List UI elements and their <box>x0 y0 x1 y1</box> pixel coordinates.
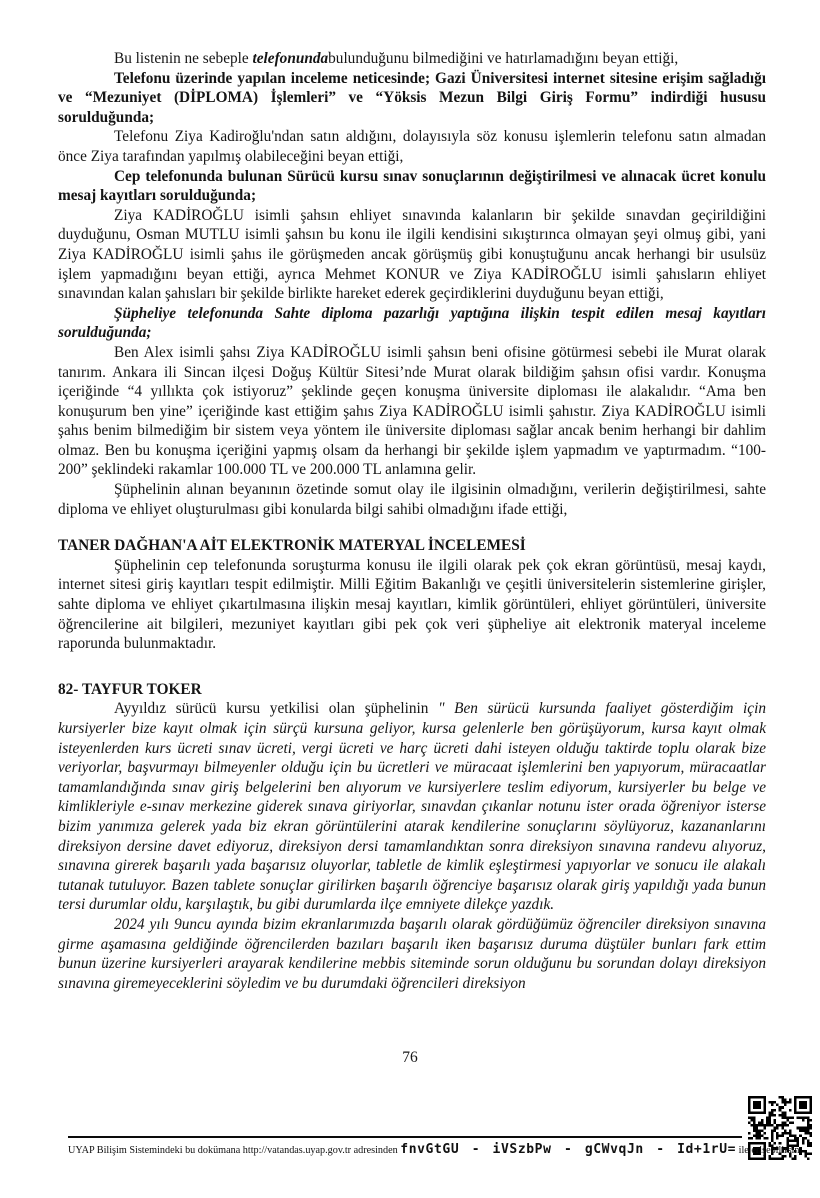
page-number: 76 <box>402 1049 418 1066</box>
para-liste-beyan: Bu listenin ne sebeple telefonundabulunduğunu bilmediğini ve hatırlamadığını beyan ettiği, <box>114 50 679 67</box>
document-body <box>58 49 766 993</box>
para-tayfur-ifade-2: 2024 yılı 9uncu ayında bizim ekranlarımızda başarılı olarak gördüğümüz öğrenciler direksiyon sınavına girme aşamasına geldiğinde öğrencilerden bazıları başarılı iken başarısız duruma düştüler bunları fark ettim bunun üzerine kursiyerleri arayarak kendilerine mebbis siteminde sorun olduğunu bu sorundan dolayı direksiyon sınavına giremeyeceklerini söyledim ve bu durumdaki öğrencileri direksiyon <box>58 915 766 992</box>
para-telefon-satin-alma: Telefonu Ziya Kadiroğlu'ndan satın aldığını, dolayısıyla söz konusu işlemlerin telefonu satın almadan önce Ziya tarafından yapılmış olabileceğini beyan ettiği, <box>58 128 766 165</box>
footer-verification-code: fnvGtGU - iVSzbPw - gCWvqJn - Id+1rU= <box>400 1142 737 1157</box>
para-supheli-ozet: Şüphelinin alınan beyanının özetinde somut olay ile ilgisinin olmadığını, verilerin değiştirilmesi, sahte diploma ve ehliyet oluşturulması gibi konularda bilgi sahibi olmadığını ifade ettiği, <box>58 481 766 518</box>
para-sahte-diploma-soru: Şüpheliye telefonunda Sahte diploma pazarlığı yaptığına ilişkin tespit edilen mesaj kayıtları sorulduğunda; <box>58 304 766 342</box>
para-ziya-kadiroglu-beyan: Ziya KADİROĞLU isimli şahsın ehliyet sınavında kalanların bir şekilde sınavdan geçirildiğini duyduğunu, Osman MUTLU isimli şahsın bu konu ile ilgili kendisini sıkıştırınca olmayan şeyi olmuş gibi, yani Ziya KADİROĞLU isimli şahıs ile görüşmeden ancak görüşmüş gibi konuştuğunu ancak herhangi bir usulsüz işlem yapmadığını beyan ettiği, ayrıca Mehmet KONUR ve Ziya KADİROĞLU isimli şahısların ehliyet sınavından kalan şahısları bir şekilde birlikte hareket ederek geçirdiklerini duyduğunu beyan ettiği, <box>58 206 766 303</box>
heading-tayfur-toker: 82- TAYFUR TOKER <box>58 680 202 698</box>
para-cep-telefonu-soru: Cep telefonunda bulunan Sürücü kursu sınav sonuçlarının değiştirilmesi ve alınacak ücret konulu mesaj kayıtları sorulduğunda; <box>58 167 766 205</box>
para-elektronik-materyal: Şüphelinin cep telefonunda soruşturma konusu ile ilgili olarak pek çok ekran görüntüsü, mesaj kaydı, internet sitesi giriş kayıtları tespit edilmiştir. Milli Eğitim Bakanlığı ve çeşitli üniversitelerin sistemlerine girişler, sahte diploma ve ehliyet çıkartılmasına ilişkin mesaj kayıtları, kimlik görüntüleri, ehliyet görüntüleri, üniversite öğrencilerine ait bilgileri, mezuniyet kayıtları gibi pek çok veri şüpheliye ait elektronik materyal inceleme raporunda bulunmaktadır. <box>58 556 766 653</box>
para-telefon-inceleme-soru: Telefonu üzerinde yapılan inceleme neticesinde; Gazi Üniversitesi internet sitesine erişim sağladığı ve “Mezuniyet (DİPLOMA) İşlemleri” ve “Yöksis Mezun Bilgi Giriş Formu” indirdiği hususu sorulduğunda; <box>58 69 766 126</box>
heading-taner-daghan: TANER DAĞHAN'A AİT ELEKTRONİK MATERYAL İNCELEMESİ <box>58 537 526 555</box>
para-tayfur-ifade-1: Ayyıldız sürücü kursu yetkilisi olan şüphelinin " Ben sürücü kursunda faaliyet gösterdiğim için kursiyerler bize kayıt olmak için sürçü kursuna geliyor, kursa gelenlerle ben görüşüyorum, kursa kayıt olmak isteyenlerden kurs ücreti sınav ücreti, vergi ücreti ve harç ücreti dahi isteyen olduğu taktirde toplu olarak bize veriyorlar, başvurmayı bilmeyenler olduğu için bu ücretleri ve müracaat işlemlerini ben yapıyorum, müracaatlar tamamlandığında sınav giriş belgelerini ben alıyorum ve kursiyerlere teslim ediyorum, kursiyerler bu belge ve kimlikleriyle e-sınav merkezine giderek sınava giriyorlar, sınavdan çıkanlar notunu ister orada öğreniyor isterse bizim yanımıza gelerek yada biz ekran görüntülerini atarak kendilerine sonuçlarını söylüyoruz, kazananlarını direksiyon dersine davet ediyoruz, direksiyon dersi tamamlandıktan sonra direksiyon sınavına randevu alıyoruz, sınavına girerek başarılı yada başarısız oluyorlar, tabletle de kimlik eşleştirmesi yapıyorlar ve sonucu ile alakalı tutanak tutuluyor. Bazen tablete sonuçlar girilirken başarılı öğrenciye başarısız olarak giriş yapıldığı yada bunun tersi durumlar oldu, karşılaştık, bu gibi durumlarda ilçe emniyete dilekçe yazdık. <box>58 700 766 914</box>
footer-access-text: UYAP Bilişim Sistemindeki bu dokümana http://vatandas.uyap.gov.tr adresinden <box>68 1145 401 1156</box>
footer-access-suffix: ile erişebilirsin <box>736 1145 800 1156</box>
footer <box>68 1136 800 1157</box>
para-alex-murat-beyan: Ben Alex isimli şahsı Ziya KADİROĞLU isimli şahsın beni ofisine götürmesi sebebi ile Murat olarak tanırım. Ankara ili Sincan ilçesi Doğuş Kültür Sitesi’nde Murat olarak bildiğim şahsın ofisi vardır. Konuşma içeriğinde “4 yıllıkta çok istiyoruz” şeklinde geçen konuşma üniversite diploması ile alakalıdır. “Ama ben konuşurum ben yine” içeriğinde kast ettiğim şahıs Ziya KADİROĞLU isimli şahıstır. Ziya KADİROĞLU isimli şahıs benim bilmediğim bir sistem veya yöntem ile üniversite diploması sağlar ancak benim herhangi bir dahlim olmaz. Ben bu konuşma içeriğini yapmış olsam da herhangi bir şekilde işlem yapmadım ve yaptırmadım. “100-200” şeklindeki rakamlar 100.000 TL ve 200.000 TL anlamına gelir. <box>58 343 766 479</box>
